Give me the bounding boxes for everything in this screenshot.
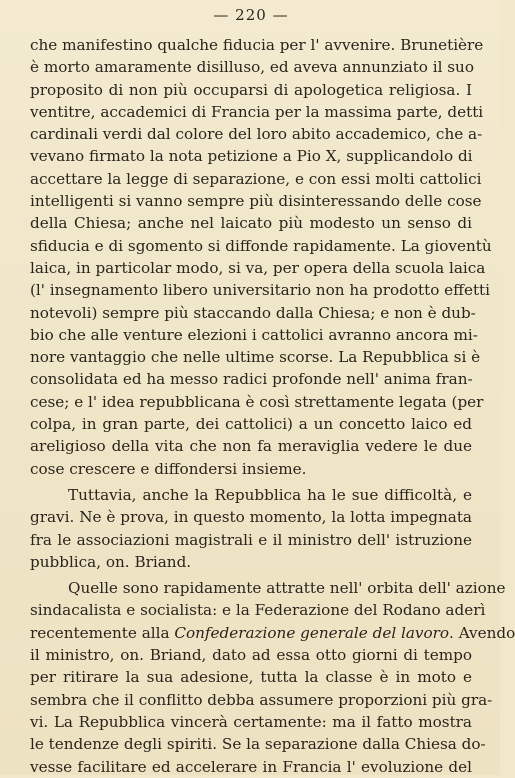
text-line: areligioso della vita che non fa meraviglia vedere le due (30, 437, 472, 456)
text-line: sembra che il conflitto debba assumere proporzioni più gra- (30, 690, 493, 709)
text-line: vi. La Repubblica vincerà certamente: ma il fatto mostra (30, 712, 472, 731)
text-line: (l' insegnamento libero universitario non ha prodotto effetti (30, 281, 491, 300)
text-line: laica, in particolar modo, si va, per opera della scuola laica (30, 258, 486, 277)
page-number: — 220 — (213, 6, 289, 24)
text-line: consolidata ed ha messo radici profonde nell' anima fran- (30, 370, 473, 389)
text-line: della Chiesa; anche nel laicato più modesto un senso di (30, 214, 472, 233)
text-line: che manifestino qualche fiducia per l' avvenire. Brunetière (30, 36, 484, 54)
page-body (30, 34, 515, 778)
italic-phrase: Confederazione generale del lavoro (174, 623, 450, 642)
text-line: cardinali verdi dal colore del loro abito accademico, che a- (30, 125, 483, 144)
text-line: sfiducia e di sgomento si diffonde rapidamente. La gioventù (30, 236, 492, 255)
text-line: proposito di non più occuparsi di apologetica religiosa. I (30, 80, 472, 99)
text-line: colpa, in gran parte, dei cattolici) a un concetto laico ed (30, 415, 472, 434)
text-line: fra le associazioni magistrali e il ministro dell' istruzione (30, 530, 472, 549)
paragraph (30, 577, 515, 778)
text-line: Tuttavia, anche la Repubblica ha le sue difficoltà, e (68, 485, 472, 504)
text-line: nore vantaggio che nelle ultime scorse. La Repubblica si è (30, 348, 481, 367)
text-line: il ministro, on. Briand, dato ad essa otto giorni di tempo (30, 646, 472, 665)
paragraph (30, 484, 472, 573)
text-line: bio che alle venture elezioni i cattolici avranno ancora mi- (30, 325, 478, 344)
text-line: pubblica, on. Briand. (30, 552, 192, 571)
text-line: le tendenze degli spiriti. Se la separazione dalla Chiesa do- (30, 735, 486, 754)
text-line: sindacalista e socialista: e la Federazione del Rodano aderì (30, 601, 486, 620)
text-line: Quelle sono rapidamente attratte nell' orbita dell' azione (68, 579, 506, 598)
text-line: notevoli) sempre più staccando dalla Chiesa; e non è dub- (30, 303, 476, 322)
text-line: accettare la legge di separazione, e con essi molti cattolici (30, 169, 482, 188)
text-line: gravi. Ne è prova, in questo momento, la lotta impegnata (30, 508, 472, 527)
text-line: è morto amaramente disilluso, ed aveva annunziato il suo (30, 58, 474, 77)
text-line: recentemente alla Confederazione generale del lavoro. Avendo (30, 623, 515, 642)
text-line: per ritirare la sua adesione, tutta la classe è in moto e (30, 668, 472, 687)
text-line: cese; e l' idea repubblicana è così strettamente legata (per (30, 392, 484, 411)
text-line: vesse facilitare ed accelerare in Francia l' evoluzione del (30, 757, 472, 776)
paragraph (30, 34, 492, 480)
text-line: cose crescere e diffondersi insieme. (30, 459, 307, 478)
text-line: intelligenti si vanno sempre più disinteressando delle cose (30, 192, 482, 211)
text-line: vevano firmato la nota petizione a Pio X, supplicandolo di (30, 147, 473, 166)
text-line: ventitre, accademici di Francia per la massima parte, detti (30, 102, 484, 121)
